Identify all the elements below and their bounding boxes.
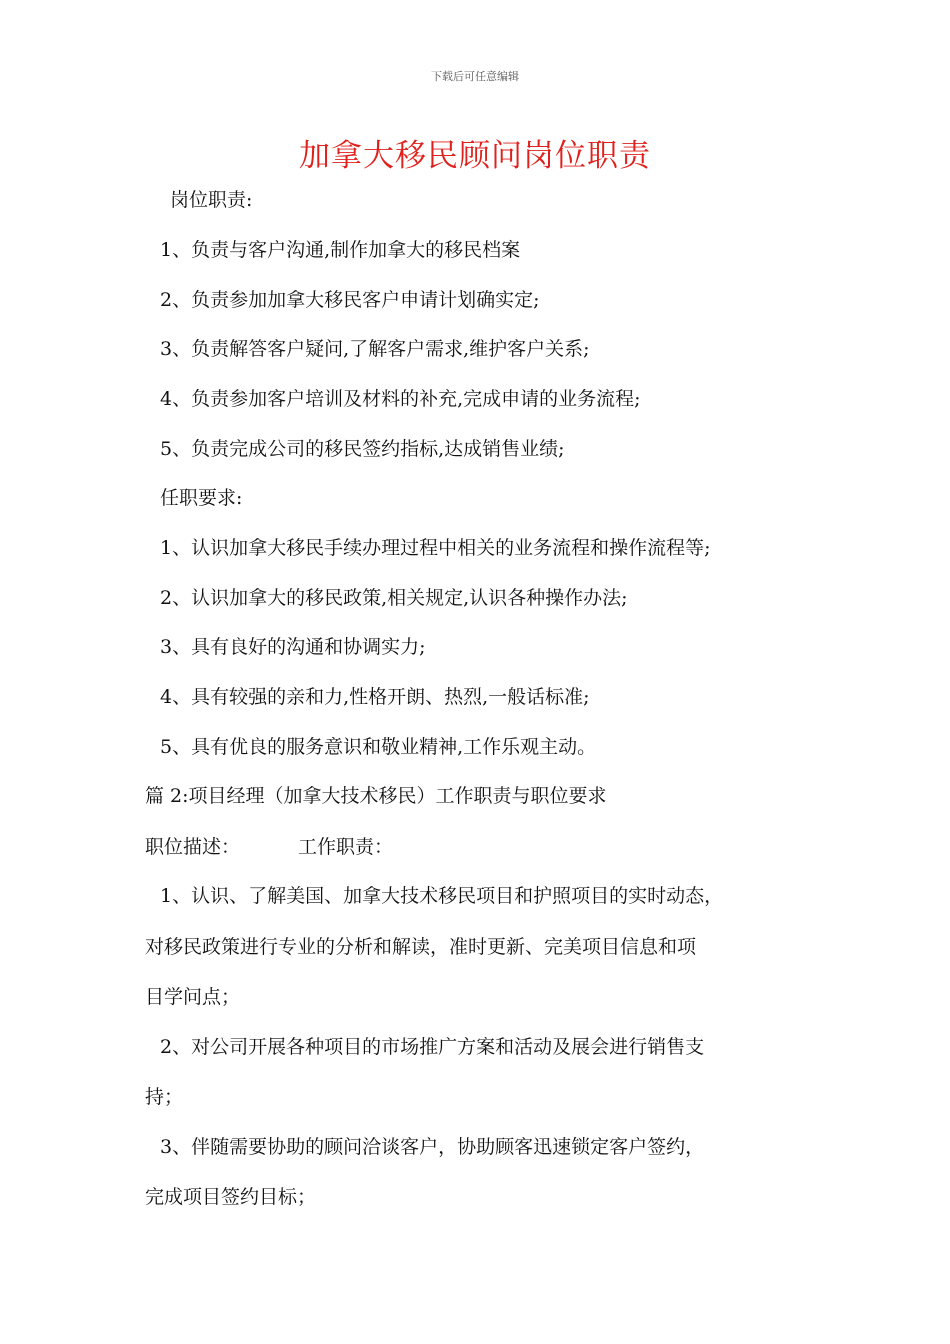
part2-item-line: 3、伴随需要协助的顾问洽谈客户，协助顾客迅速锁定客户签约， <box>160 1136 705 1158</box>
part2-heading: 篇 2:项目经理（加拿大技术移民）工作职责与职位要求 <box>145 785 607 807</box>
section-heading-requirements: 任职要求: <box>160 487 243 509</box>
header-note: 下载后可任意编辑 <box>431 70 519 83</box>
duty-item: 4、负责参加客户培训及材料的补充,完成申请的业务流程; <box>160 388 641 410</box>
requirement-item: 4、具有较强的亲和力,性格开朗、热烈,一般话标准; <box>160 686 590 708</box>
part2-item-line: 目学问点； <box>145 986 241 1008</box>
requirement-item: 5、具有优良的服务意识和敬业精神,工作乐观主动。 <box>160 736 597 758</box>
part2-item-line: 对移民政策进行专业的分析和解读，准时更新、完美项目信息和项 <box>145 936 697 958</box>
document-title: 加拿大移民顾问岗位职责 <box>299 138 651 174</box>
section-heading-duties: 岗位职责: <box>170 189 253 211</box>
requirement-item: 1、认识加拿大移民手续办理过程中相关的业务流程和操作流程等; <box>160 537 711 559</box>
part2-item-line: 持； <box>145 1086 184 1108</box>
duty-item: 1、负责与客户沟通,制作加拿大的移民档案 <box>160 239 521 261</box>
requirement-item: 2、认识加拿大的移民政策,相关规定,认识各种操作办法; <box>160 587 628 609</box>
part2-item-line: 1、认识、了解美国、加拿大技术移民项目和护照项目的实时动态， <box>160 885 724 907</box>
part2-item-line: 完成项目签约目标； <box>145 1186 317 1208</box>
duty-item: 5、负责完成公司的移民签约指标,达成销售业绩; <box>160 438 565 460</box>
part2-item-line: 2、对公司开展各种项目的市场推广方案和活动及展会进行销售支 <box>160 1036 705 1058</box>
duty-item: 2、负责参加加拿大移民客户申请计划确实定; <box>160 289 540 311</box>
job-duties-label: 工作职责： <box>298 836 394 858</box>
position-description-label: 职位描述： <box>145 836 241 858</box>
part2-labels-row <box>145 834 393 860</box>
duty-item: 3、负责解答客户疑问,了解客户需求,维护客户关系; <box>160 338 590 360</box>
requirement-item: 3、具有良好的沟通和协调实力; <box>160 636 426 658</box>
